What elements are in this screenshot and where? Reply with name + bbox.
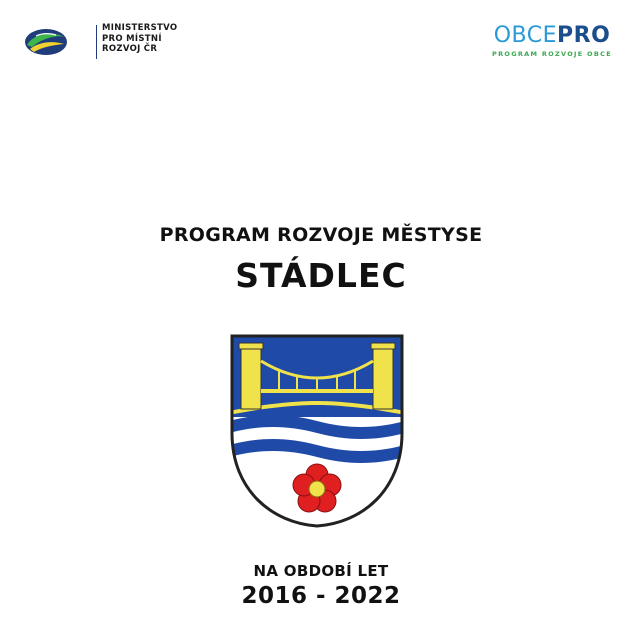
obcepro-part2: PRO	[557, 23, 611, 48]
ministry-logo	[24, 23, 178, 63]
ministry-line: PRO MÍSTNÍ	[102, 33, 162, 44]
stadlec-coat-of-arms-icon	[229, 333, 405, 529]
ministry-line: MINISTERSTVO	[102, 23, 178, 33]
logo-divider	[96, 25, 97, 59]
obcepro-tagline: PROGRAM ROZVOJE OBCE	[492, 50, 612, 58]
obcepro-part1: OBCE	[493, 23, 557, 48]
obcepro-logo	[486, 24, 618, 58]
period-label: NA OBDOBÍ LET	[253, 562, 389, 580]
obcepro-wordmark	[486, 24, 618, 48]
ministry-name	[102, 23, 177, 55]
municipality-name: STÁDLEC	[235, 256, 407, 295]
mmr-globe-icon	[24, 27, 68, 57]
ministry-line: ROZVOJ ČR	[102, 44, 158, 54]
period-years: 2016 - 2022	[241, 583, 401, 609]
document-title: PROGRAM ROZVOJE MĚSTYSE	[159, 224, 483, 246]
